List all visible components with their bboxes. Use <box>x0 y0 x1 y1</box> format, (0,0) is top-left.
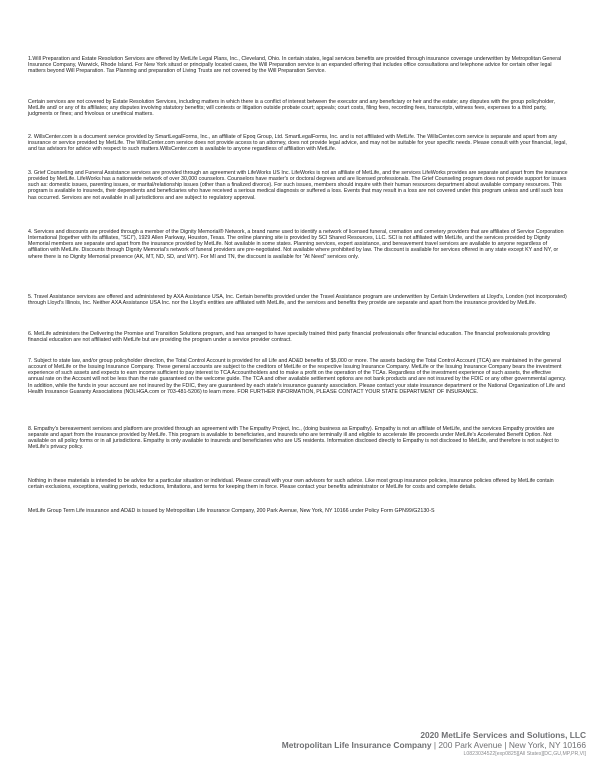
disclosure-total-control-account: 7. Subject to state law, and/or group policyholder direction, the Total Control Account is provided for all Life and AD&D benefits of $5,000 or more. The assets backing the Total Control Account (TCA) are maintained in the general account of MetLife or the Issuing Insurance Company. These general accounts are subject to the creditors of MetLife or the respective Issuing Insurance Company. MetLife or the Issuing Insurance Company bears the investment experience of such assets and expects to earn income sufficient to pay interest to TCA Accountholders and to make a profit on the operation of the TCAs. Regardless of the investment experience of such assets, the effective annual rate on the Account will not be less than the rate guaranteed on the welcome guide. The TCA and other available settlement options are not bank products and are not insured by the FDIC or any other governmental agency. In addition, while the funds in your account are not insured by the FDIC, they are guaranteed by each state's insurance guaranty association. Please contact your state insurance department or the National Organization of Life and Health Insurance Guaranty Associations (NOLHGA.com or 703-481-5206) to learn more. FOR FURTHER INFORMATION, PLEASE CONTACT YOUR STATE DEPARTMENT OF INSURANCE. <box>28 358 567 395</box>
disclosure-estate-exclusions: Certain services are not covered by Estate Resolution Services, including matters in which there is a conflict of interest between the executor and any beneficiary or heir and the estate; any disputes with the group policyholder, MetLife and/ or any of its affiliates; any disputes involving statutory benefits; will contests or litigation outside probate court; appeals; court costs, filing fees, recording fees, transcripts, witness fees, expenses to a third party, judgments or fines; and frivolous or unethical matters. <box>28 99 556 118</box>
disclosure-willscenter: 2. WillsCenter.com is a document service provided by SmartLegalForms, Inc., an affiliate of Epoq Group, Ltd. SmartLegalForms, Inc. and is not affiliated with MetLife. The WillsCenter.com service is separate and apart from any insurance or service provided by MetLife. The WillsCenter.com service does not provide access to an attorney, does not provide legal advice, and may not be suitable for your specific needs. Please consult with your financial, legal, and tax advisors for advice with respect to such matters.WillsCenter.com is available to anyone regardless of affiliation with MetLife. <box>28 134 567 153</box>
disclosure-grief-counseling: 3. Grief Counseling and Funeral Assistance services are provided through an agreement with LifeWorks US Inc. LifeWorks is not an affiliate of MetLife, and the services LifeWorks provides are separate and apart from the insurance provided by MetLife. LifeWorks has a nationwide network of over 30,000 counselors. Counselors have master's or doctoral degrees and are licensed professionals. The Grief Counseling program does not provide support for issues such as: domestic issues, parenting issues, or marital/relationship issues (other than a finalized divorce). For such issues, members should inquire with their human resources department about available company resources. This program is available to insureds, their dependents and beneficiaries who have received a serious medical diagnosis or suffered a loss. Events that may result in a loss are not covered under this program unless and until such loss has occurred. Services are not available in all jurisdictions and are subject to regulatory approval. <box>28 170 568 201</box>
disclosure-travel-assistance: 5. Travel Assistance services are offered and administered by AXA Assistance USA, Inc. Certain benefits provided under the Travel Assistance program are underwritten by Certain Underwriters at Lloyd's, London (not incorporated) through Lloyd's Illinois, Inc. Neither AXA Assistance USA Inc. nor the Lloyd's entities are affiliated with MetLife, and the services and benefits they provide are separate and apart from the insurance provided by MetLife. <box>28 294 567 307</box>
disclosure-financial-education: 6. MetLife administers the Delivering the Promise and Transition Solutions program, and has arranged to have specially trained third party financial professionals offer financial education. The financial professionals providing financial education are not affiliated with MetLife but are providing the program under a service provider contract. <box>28 331 550 344</box>
disclosure-will-preparation: 1.Will Preparation and Estate Resolution Services are offered by MetLife Legal Plans, Inc., Cleveland, Ohio. In certain states, legal services benefits are provided through insurance coverage underwritten by Metropolitan General Insurance Company, Warwick, Rhode Island. For New York situsd or principally located cases, the Will Preparation service is an expanded offering that includes office consultations and telephone advice for certain other legal matters beyond Will Preparation. Tax Planning and preparation of Living Trusts are not covered by the Will Preparation Service. <box>28 56 562 75</box>
footer-form-code: L0823034522[exp0825][All States][DC,GU,MP,PR,VI] <box>463 751 586 757</box>
policy-issuer-notice: MetLife Group Term Life insurance and AD&D is issued by Metropolitan Life Insurance Company, 200 Park Avenue, New York, NY 10166 under Policy Form GPN99/G2130-S <box>28 508 435 514</box>
disclosure-empathy: 8. Empathy's bereavement services and platform are provided through an agreement with The Empathy Project, Inc., (doing business as Empathy). Empathy is not an affiliate of MetLife, and the services Empathy provides are separate and apart from the insurance provided by MetLife. This program is available to beneficiaries, and insureds who are terminally ill and eligible to accelerate life proceeds under MetLife's Accelerated Benefit Option. Not available on all policy forms or in all jurisdictions. Empathy is only available to insureds and beneficiaries who are US residents. Information disclosed directly to Empathy is not disclosed to MetLife, and therefore is not subject to MetLife's privacy policy. <box>28 426 559 451</box>
footer-company-name: Metropolitan Life Insurance Company <box>281 740 432 750</box>
footer-address: | 200 Park Avenue | New York, NY 10166 <box>431 740 586 750</box>
page-footer <box>282 730 586 758</box>
footer-copyright: 2020 MetLife Services and Solutions, LLC <box>420 730 586 740</box>
disclosure-dignity-memorial: 4. Services and discounts are provided through a member of the Dignity Memorial® Network, a brand name used to identify a network of licensed funeral, cremation and cemetery providers that are affiliates of Service Corporation International (together with its affiliates, "SCI"), 1929 Allen Parkway, Houston, Texas. The online planning site is provided by SCI Shared Resources, LLC. SCI is not affiliated with MetLife, and the services provided by Dignity Memorial members are separate and apart from the insurance provided by MetLife. Not available in some states. Planning services, expert assistance, and bereavement travel services are available to anyone regardless of affiliation with MetLife. Discounts through Dignity Memorial's network of funeral providers are pre-negotiated. Not available where prohibited by law. The discount is available for services offered in any state except KY and NY, or where there is no Dignity Memorial presence (AK, MT, ND, SD, and WY). For MI and TN, the discount is available for "At Need" services only. <box>28 229 564 260</box>
footer-company-line <box>282 740 586 750</box>
general-advice-notice: Nothing in these materials is intended to be advice for a particular situation or individual. Please consult with your own advisors for such advice. Like most group insurance policies, insurance policies offered by MetLife contain certain exclusions, exceptions, waiting periods, reductions, limitations, and terms for keeping them in force. Please contact your benefits administrator or MetLife for costs and complete details. <box>28 478 554 491</box>
